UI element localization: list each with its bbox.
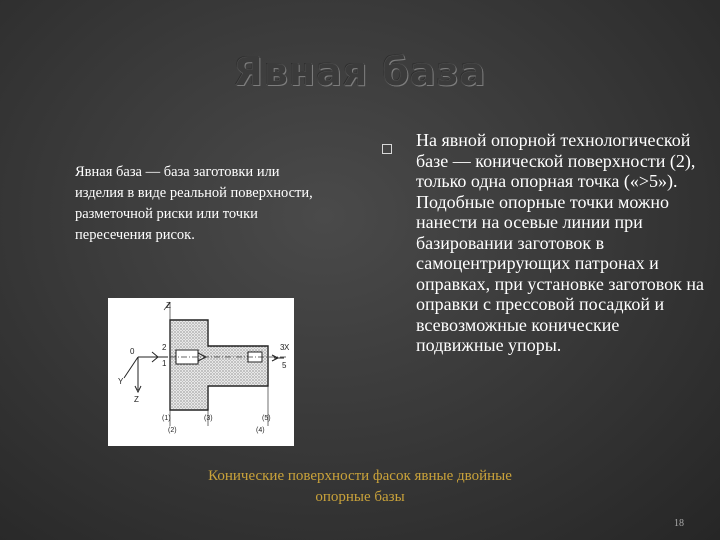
- label-ref5: (5): [262, 415, 271, 422]
- label-5: 5: [282, 361, 287, 370]
- label-z-bottom: Z: [134, 395, 139, 404]
- label-ref1: (1): [162, 415, 171, 422]
- label-z-top: Z: [166, 301, 171, 310]
- label-3: 3: [280, 343, 285, 352]
- label-1: 1: [162, 359, 167, 368]
- label-ref4: (4): [256, 427, 265, 434]
- diagram-caption: Конические поверхности фасок явные двойные опорные базы: [208, 468, 512, 505]
- technical-diagram: [108, 298, 294, 446]
- label-2: 2: [162, 343, 167, 352]
- slide-title: Явная база: [233, 50, 487, 94]
- label-x: X: [284, 343, 290, 352]
- label-ref2: (2): [168, 427, 177, 434]
- workpiece-body: [170, 320, 268, 410]
- definition-text: Явная база — база заготовки или изделия в виде реальной поверхности, разметочной риски или точки пересечения рисок.: [75, 164, 313, 243]
- page-number: 18: [674, 518, 684, 529]
- label-ref3: (3): [204, 415, 213, 422]
- label-y: Y: [118, 377, 124, 386]
- bullet-icon: [382, 144, 392, 154]
- label-o: 0: [130, 347, 135, 356]
- bullet-text: На явной опорной технологической базе — конической поверхности (2), только одна опорная точка («>5»). Подобные опорные точки можно нанести на осевые линии при базировании заготовок в самоцентрирующих патронах и оправках, при установке заготовок на оправки с прессовой посадкой и всевозможные конические подвижные упоры.: [416, 130, 704, 355]
